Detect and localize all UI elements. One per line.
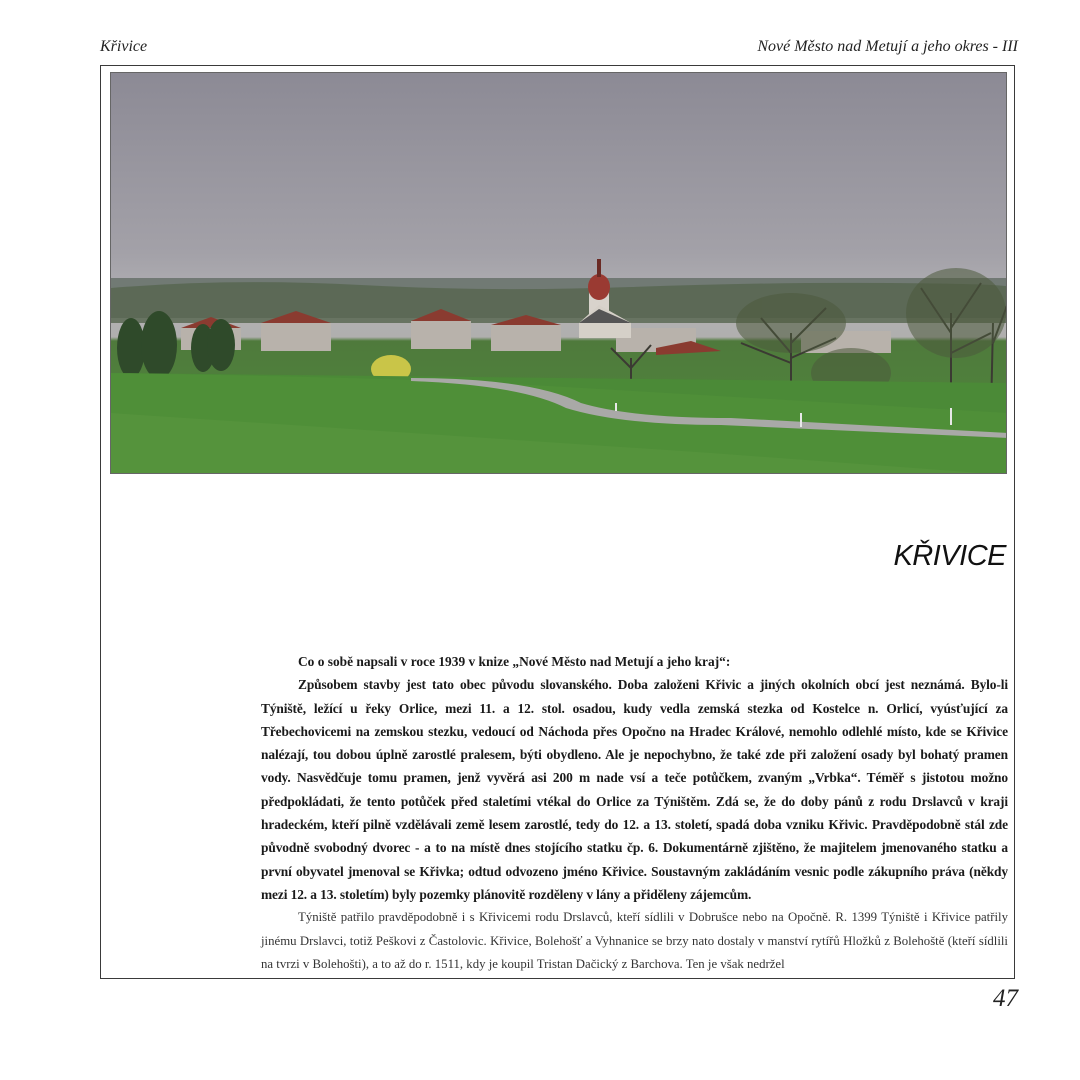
page-frame [100,65,1015,979]
running-header-right: Nové Město nad Metují a jeho okres - III [757,38,1018,55]
page-title: KŘIVICE [893,540,1006,572]
page-number: 47 [993,985,1018,1012]
running-header-left: Křivice [100,38,148,55]
village-landscape-photo [110,72,1007,474]
landscape-illustration [111,73,1007,474]
lead-paragraph: Co o sobě napsali v roce 1939 v knize „Nové Město nad Metují a jeho kraj“: [298,654,731,669]
article-body [261,650,1008,976]
body-paragraph: Týniště patřilo pravděpodobně i s Křivicemi rodu Drslavců, kteří sídlili v Dobrušce nebo na Opočně. R. 1399 Týniště i Křivice patřily jinému Drslavci, totiž Peškovi z Častolovic. Křivice, Bolehošť a Vyhnanice se brzy nato dostaly v manství rytířů Hložků z Bolehoště (kteří sídlili na tvrzi v Bolehošti), a to až do r. 1511, kdy je koupil Tristan Dačický z Barchova. Ten je však nedržel [261,910,1008,971]
quoted-paragraph: Způsobem stavby jest tato obec původu slovanského. Doba založeni Křivic a jiných okolních obcí jest neznámá. Bylo-li Týniště, ležící u řeky Orlice, mezi 11. a 12. stol. osadou, kudy vedla zemská stezka od Kostelce n. Orlicí, vyúsťující za Třebechovicemi na zemskou stezku, vedoucí od Náchoda přes Opočno na Hradec Králové, nemohlo odlehlé místo, kde se Křivice nalézají, tou dobou úplně zarostlé pralesem, býti obydleno. Ale je nepochybno, že také zde při založení osady byl bohatý pramen vody. Nasvědčuje tomu pramen, jenž vyvěrá asi 200 m nade vsí a teče potůčkem, zvaným „Vrbka“. Téměř s jistotou možno předpokládati, že tento potůček před staletími vtékal do Orlice za Týništěm. Zdá se, že do doby pánů z rodu Drslavců v kraji hradeckém, kteří pilně vzdělávali země lesem zarostlé, tedy do 12. a 13. století, spadá doba vzniku Křivic. Pravděpodobně stál zde původně svobodný dvorec - a to na místě dnes stojícího statku čp. 6. Dokumentárně zjištěno, že majitelem jmenovaného statku a první obyvatel jmenoval se Křivka; odtud odvozeno jméno Křivice. Soustavným zakládáním vesnic podle zákupního práva (někdy mezi 12. a 13. stoletím) byly pozemky plánovitě rozděleny v lány a přiděleny zájemcům. [261,677,1008,902]
